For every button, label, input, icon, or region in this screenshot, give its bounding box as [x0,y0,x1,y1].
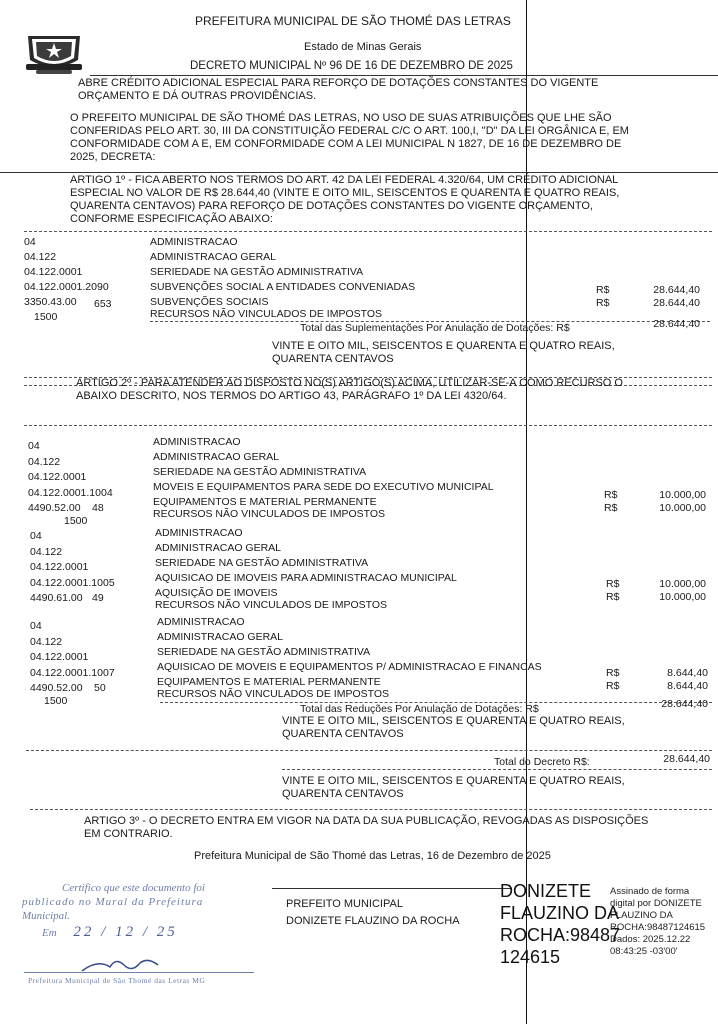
digital-signature-big [500,880,620,968]
fonte-number: 1500 [44,695,68,707]
dashed-divider [282,769,712,770]
stamp-underline [24,972,254,973]
stamp-line: publicado no Mural da Prefeitura [22,896,204,908]
article-1-line: QUARENTA CENTAVOS) PARA REFORÇO DE DOTAÇÕES CONSTANTES DO VIGENTE ORÇAMENTO, [70,200,593,212]
budget-code: 04.122.0001 [24,266,83,278]
place-date: Prefeitura Municipal de São Thomé das Letras, 16 de Dezembro de 2025 [194,850,551,862]
budget-desc: ADMINISTRACAO GERAL [150,251,277,263]
amount-words-line: VINTE E OITO MIL, SEISCENTOS E QUARENTA E QUATRO REAIS, [282,775,625,787]
municipality-title: PREFEITURA MUNICIPAL DE SÃO THOMÉ DAS LETRAS [195,14,511,28]
budget-desc: SUBVENÇÕES SOCIAL A ENTIDADES CONVENIADAS [150,281,416,293]
amount-words-line: QUARENTA CENTAVOS [282,788,404,800]
article-2-line: ARTIGO 2º - PARA ATENDER AO DISPOSTO NO(S) ARTIGO(S) ACIMA, UTILIZAR-SE-A COMO RECURSO O [76,377,623,389]
decree-total-value: 28.644,40 [663,753,710,765]
decree-number: DECRETO MUNICIPAL Nº 96 DE 16 DE DEZEMBRO DE 2025 [190,60,513,72]
currency-label: R$ [596,297,610,309]
dashed-divider [24,425,712,426]
currency-label: R$ [606,578,620,590]
supplement-total-label: Total das Suplementações Por Anulação de Dotações: R$ [300,322,570,334]
dashed-divider [26,750,712,751]
supplement-descriptions [150,236,415,320]
budget-code: 4490.61.00 [30,592,83,604]
header-divider [90,75,718,76]
budget-desc: ADMINISTRACAO [150,236,238,248]
budget-desc: ADMINISTRACAO GERAL [153,451,280,463]
reduction-3-descriptions [157,616,542,700]
budget-desc: EQUIPAMENTOS E MATERIAL PERMANENTE [153,496,377,508]
fonte-number: 1500 [64,515,88,527]
amount-value: 28.644,40 [653,297,700,309]
stamp-line: Municipal. [22,910,70,922]
budget-desc: SUBVENÇÕES SOCIAIS [150,296,269,308]
fonte-number: 1500 [34,311,58,323]
ementa-line: ORÇAMENTO E DÁ OUTRAS PROVIDÊNCIAS. [78,90,317,102]
preamble [70,112,629,164]
budget-desc: RECURSOS NÃO VINCULADOS DE IMPOSTOS [157,688,390,700]
digital-signature-line: 124615 [500,947,561,967]
budget-code: 4490.52.00 [28,502,81,514]
budget-code: 04.122.0001.1007 [30,667,115,679]
budget-code: 04.122 [30,636,63,648]
currency-label: R$ [604,489,618,501]
ficha-number: 50 [94,682,106,694]
budget-desc: SERIEDADE NA GESTÃO ADMINISTRATIVA [153,466,367,478]
budget-desc: AQUISIÇÃO DE IMOVEIS [155,587,278,599]
budget-code: 04.122 [28,456,61,468]
budget-desc: SERIEDADE NA GESTÃO ADMINISTRATIVA [155,557,369,569]
supplement-total-value: 28.644,40 [653,318,700,330]
amount-value: 10.000,00 [659,489,706,501]
coat-of-arms-logo [22,30,86,76]
reduction-2-descriptions [155,527,457,611]
signer-name: DONIZETE FLAUZINO DA ROCHA [286,915,460,927]
budget-desc: ADMINISTRACAO [155,527,243,539]
currency-label: R$ [606,680,620,692]
amount-words-line: QUARENTA CENTAVOS [272,353,394,365]
budget-code: 4490.52.00 [30,682,83,694]
budget-code: 04 [30,620,42,632]
publication-stamp [22,882,270,941]
budget-code: 04.122 [30,546,63,558]
section-divider [0,172,718,173]
budget-code: 04.122.0001 [30,651,89,663]
budget-code: 04.122.0001.1005 [30,577,115,589]
digital-signature-line: ROCHA:98487 [500,925,621,945]
budget-desc: RECURSOS NÃO VINCULADOS DE IMPOSTOS [150,308,383,320]
digital-signature-detail: 08:43:25 -03'00' [610,946,678,957]
article-1 [70,174,619,226]
amount-words-line: QUARENTA CENTAVOS [282,728,404,740]
preamble-line: CONFERIDAS PELO ART. 30, III DA CONSTITUIÇÃO FEDERAL C/C O ART. 100,I, "D" DA LEI ORGÂNICA E, EM [70,125,629,137]
amount-words-line: VINTE E OITO MIL, SEISCENTOS E QUARENTA E QUATRO REAIS, [272,340,615,352]
article-1-line: CONFORME ESPECIFICAÇÃO ABAIXO: [70,213,273,225]
stamp-line: Certifico que este documento foi [62,882,205,894]
article-3-line: EM CONTRARIO. [84,828,173,840]
supplement-amount-words [272,340,615,366]
article-2-line: ABAIXO DESCRITO, NOS TERMOS DO ARTIGO 43, PARÁGRAFO 1º DA LEI 4320/64. [76,390,507,402]
budget-desc: ADMINISTRACAO [157,616,245,628]
budget-code: 04.122.0001 [30,561,89,573]
amount-words-line: VINTE E OITO MIL, SEISCENTOS E QUARENTA E QUATRO REAIS, [282,715,625,727]
budget-desc: EQUIPAMENTOS E MATERIAL PERMANENTE [157,676,381,688]
stamp-date: 22 / 12 / 25 [73,924,178,940]
digital-signature-detail: Assinado de forma [610,886,690,897]
reduction-1-descriptions [153,436,494,520]
currency-label: R$ [604,502,618,514]
decree-amount-words [282,775,625,801]
amount-value: 8.644,40 [667,667,708,679]
budget-code: 04 [28,440,40,452]
amount-value: 10.000,00 [659,591,706,603]
currency-label: R$ [596,284,610,296]
ficha-number: 48 [92,502,104,514]
digital-signature-line: FLAUZINO DA [500,903,620,923]
amount-value: 28.644,40 [653,284,700,296]
budget-desc: RECURSOS NÃO VINCULADOS DE IMPOSTOS [153,508,386,520]
article-1-line: ESPECIAL NO VALOR DE R$ 28.644,40 (VINTE E OITO MIL, SEISCENTOS E QUARENTA E QUATRO REAIS, [70,187,620,199]
budget-code: 04.122.0001 [28,471,87,483]
budget-code: 04.122.0001.2090 [24,281,109,293]
reduction-total-label: Total das Reduções Por Anulação de Dotações: R$ [300,703,539,715]
budget-desc: ADMINISTRACAO GERAL [157,631,284,643]
preamble-line: O PREFEITO MUNICIPAL DE SÃO THOMÉ DAS LETRAS, NO USO DE SUAS ATRIBUIÇÕES QUE LHE SÃO [70,112,612,124]
dashed-divider [24,231,712,232]
budget-desc: MOVEIS E EQUIPAMENTOS PARA SEDE DO EXECUTIVO MUNICIPAL [153,481,494,493]
digital-signature-detail: digital por DONIZETE [610,898,702,909]
budget-desc: ADMINISTRACAO GERAL [155,542,282,554]
article-3-line: ARTIGO 3º - O DECRETO ENTRA EM VIGOR NA DATA DA SUA PUBLICAÇÃO, REVOGADAS AS DISPOSIÇÕES [84,815,649,827]
digital-signature-detail: ROCHA:98487124615 [610,922,706,933]
budget-desc: AQUISICAO DE MOVEIS E EQUIPAMENTOS P/ ADMINISTRACAO E FINANCAS [157,661,542,673]
budget-code: 04.122 [24,251,57,263]
article-1-line: ARTIGO 1º - FICA ABERTO NOS TERMOS DO ART. 42 DA LEI FEDERAL 4.320/64, UM CRÉDITO ADICIONAL [70,174,619,186]
state-subtitle: Estado de Minas Gerais [304,41,422,53]
article-3 [84,815,648,841]
budget-desc: SERIEDADE NA GESTÃO ADMINISTRATIVA [150,266,364,278]
ficha-number: 653 [94,298,112,310]
digital-signature-details [610,886,705,958]
amount-value: 8.644,40 [667,680,708,692]
currency-label: R$ [606,667,620,679]
reduction-total-value: 28.644,40 [661,698,708,710]
digital-signature-detail: Dados: 2025.12.22 [610,934,691,945]
budget-desc: ADMINISTRACAO [153,436,241,448]
stamp-footer: Prefeitura Municipal de São Thomé das Letras MG [28,976,206,985]
budget-desc: AQUISICAO DE IMOVEIS PARA ADMINISTRACAO MUNICIPAL [155,572,457,584]
budget-code: 04 [30,530,42,542]
preamble-line: 2025, DECRETA: [70,151,156,163]
budget-code: 3350.43.00 [24,296,77,308]
article-2 [76,377,623,403]
ementa-line: ABRE CRÉDITO ADICIONAL ESPECIAL PARA REFORÇO DE DOTAÇÕES CONSTANTES DO VIGENTE [78,77,599,89]
signer-role: PREFEITO MUNICIPAL [286,898,403,910]
ementa [78,77,598,103]
budget-code: 04.122.0001.1004 [28,487,113,499]
reduction-amount-words [282,715,625,741]
amount-value: 10.000,00 [659,578,706,590]
budget-code: 04 [24,236,36,248]
amount-value: 10.000,00 [659,502,706,514]
currency-label: R$ [606,591,620,603]
budget-desc: RECURSOS NÃO VINCULADOS DE IMPOSTOS [155,599,388,611]
preamble-line: CONFORMIDADE COM A E, EM CONFORMIDADE COM A LEI MUNICIPAL N 1827, DE 16 DE DEZEMBRO DE [70,138,622,150]
decree-total-label: Total do Decreto R$: [494,756,590,768]
budget-desc: SERIEDADE NA GESTÃO ADMINISTRATIVA [157,646,371,658]
digital-signature-line: DONIZETE [500,881,592,901]
dashed-divider [30,809,712,810]
stamp-date-prefix: Em [42,927,57,939]
ficha-number: 49 [92,592,104,604]
digital-signature-detail: FLAUZINO DA [610,910,673,921]
signature-line [272,888,512,889]
